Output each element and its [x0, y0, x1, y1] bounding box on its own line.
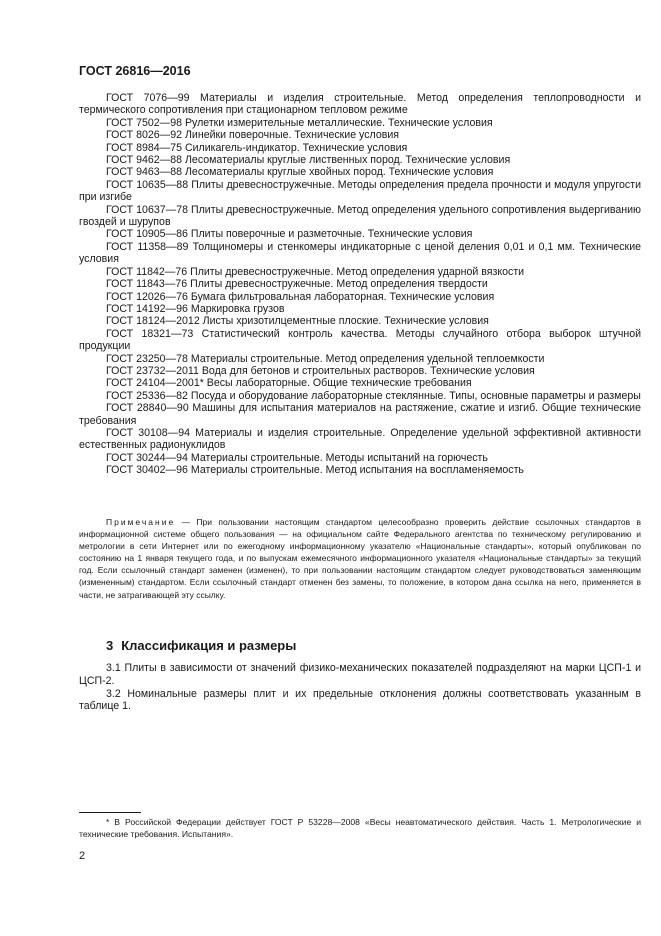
reference-item: ГОСТ 10905—86 Плиты поверочные и разметочные. Технические условия [106, 228, 473, 241]
reference-item: ГОСТ 30402—96 Материалы строительные. Метод испытания на воспламеняемость [106, 464, 524, 477]
section-body [79, 662, 641, 713]
page-number: 2 [79, 850, 86, 862]
section-title: Классификация и размеры [121, 638, 297, 653]
note-label: Примечание [106, 517, 176, 527]
paragraph: 3.1 Плиты в зависимости от значений физико-механических показателей подразделяют на марки ЦСП-1 и ЦСП-2. [79, 662, 641, 687]
reference-item: ГОСТ 12026—76 Бумага фильтровальная лабораторная. Технические условия [106, 290, 495, 303]
note-block [79, 516, 641, 601]
note-text: — При пользовании настоящим стандартом целесообразно проверить действие ссылочных стандартов в информационной системе общего пользования — на официальном сайте Федерального агентства по техническому регулированию и метрологии в сети Интернет или по ежегодному информационному указателю «Национальные стандарты», который опубликован по состоянию на 1 января текущего года, и по выпускам ежемесячного информационного указателя «Национальные стандарты» за текущий год. Если ссылочный стандарт заменен (изменен), то при пользовании настоящим стандартом следует руководствоваться заменяющим (измененным) стандартом. Если ссылочный стандарт отменен без замены, то положение, в котором дана ссылка на него, применяется в части, не затрагивающей эту ссылку. [79, 517, 641, 600]
footnote-divider [79, 812, 141, 813]
reference-item: ГОСТ 7502—98 Рулетки измерительные металлические. Технические условия [106, 116, 493, 129]
paragraph: 3.2 Номинальные размеры плит и их предельные отклонения должны соответствовать указанным в таблице 1. [79, 687, 641, 713]
reference-item: ГОСТ 7076—99 Материалы и изделия строительные. Метод определения теплопроводности и термического сопротивления при стационарном тепловом режиме [79, 92, 641, 117]
reference-item: ГОСТ 8984—75 Силикагель-индикатор. Технические условия [106, 141, 408, 154]
reference-item: ГОСТ 24104—2001* Весы лабораторные. Общие технические требования [106, 377, 472, 390]
reference-item: ГОСТ 10635—88 Плиты древесностружечные. Методы определения предела прочности и модуля упругости при изгибе [79, 178, 641, 204]
reference-item: ГОСТ 25336—82 Посуда и оборудование лабораторные стеклянные. Типы, основные параметры и размеры [106, 389, 641, 402]
reference-item: ГОСТ 10637—78 Плиты древесностружечные. Метод определения удельного сопротивления выдергиванию гвоздей и шурупов [79, 203, 641, 229]
normative-references-list [79, 92, 641, 477]
reference-item: ГОСТ 28840—90 Машины для испытания материалов на растяжение, сжатие и изгиб. Общие технические требования [79, 402, 641, 427]
reference-item: ГОСТ 23250—78 Материалы строительные. Метод определения удельной теплоемкости [106, 352, 545, 365]
reference-item: ГОСТ 9462—88 Лесоматериалы круглые лиственных пород. Технические условия [106, 154, 511, 167]
reference-item: ГОСТ 9463—88 Лесоматериалы круглые хвойных пород. Технические условия [106, 166, 494, 179]
section-heading [106, 638, 296, 653]
reference-item: ГОСТ 11843—76 Плиты древесностружечные. Метод определения твердости [106, 278, 488, 291]
reference-item: ГОСТ 23732—2011 Вода для бетонов и строительных растворов. Технические условия [106, 364, 535, 377]
reference-item: ГОСТ 11842—76 Плиты древесностружечные. Метод определения ударной вязкости [106, 265, 525, 278]
reference-item: ГОСТ 30244—94 Материалы строительные. Методы испытаний на горючесть [106, 451, 488, 464]
document-header: ГОСТ 26816—2016 [79, 64, 191, 78]
reference-item: ГОСТ 18124—2012 Листы хризотилцементные плоские. Технические условия [106, 315, 489, 328]
section-number: 3 [106, 638, 114, 653]
reference-item: ГОСТ 11358—89 Толщиномеры и стенкомеры индикаторные с ценой деления 0,01 и 0,1 мм. Технические условия [79, 240, 641, 266]
reference-item: ГОСТ 18321—73 Статистический контроль качества. Методы случайного отбора выборок штучной продукции [79, 327, 641, 353]
reference-item: ГОСТ 14192—96 Маркировка грузов [106, 302, 285, 315]
reference-item: ГОСТ 8026—92 Линейки поверочные. Технические условия [106, 129, 399, 142]
footnote: * В Российской Федерации действует ГОСТ Р 53228—2008 «Весы неавтоматического действия. Часть 1. Метрологические и технические требования. Испытания». [79, 817, 641, 840]
reference-item: ГОСТ 30108—94 Материалы и изделия строительные. Определение удельной эффективной активности естественных радионуклидов [79, 426, 641, 452]
